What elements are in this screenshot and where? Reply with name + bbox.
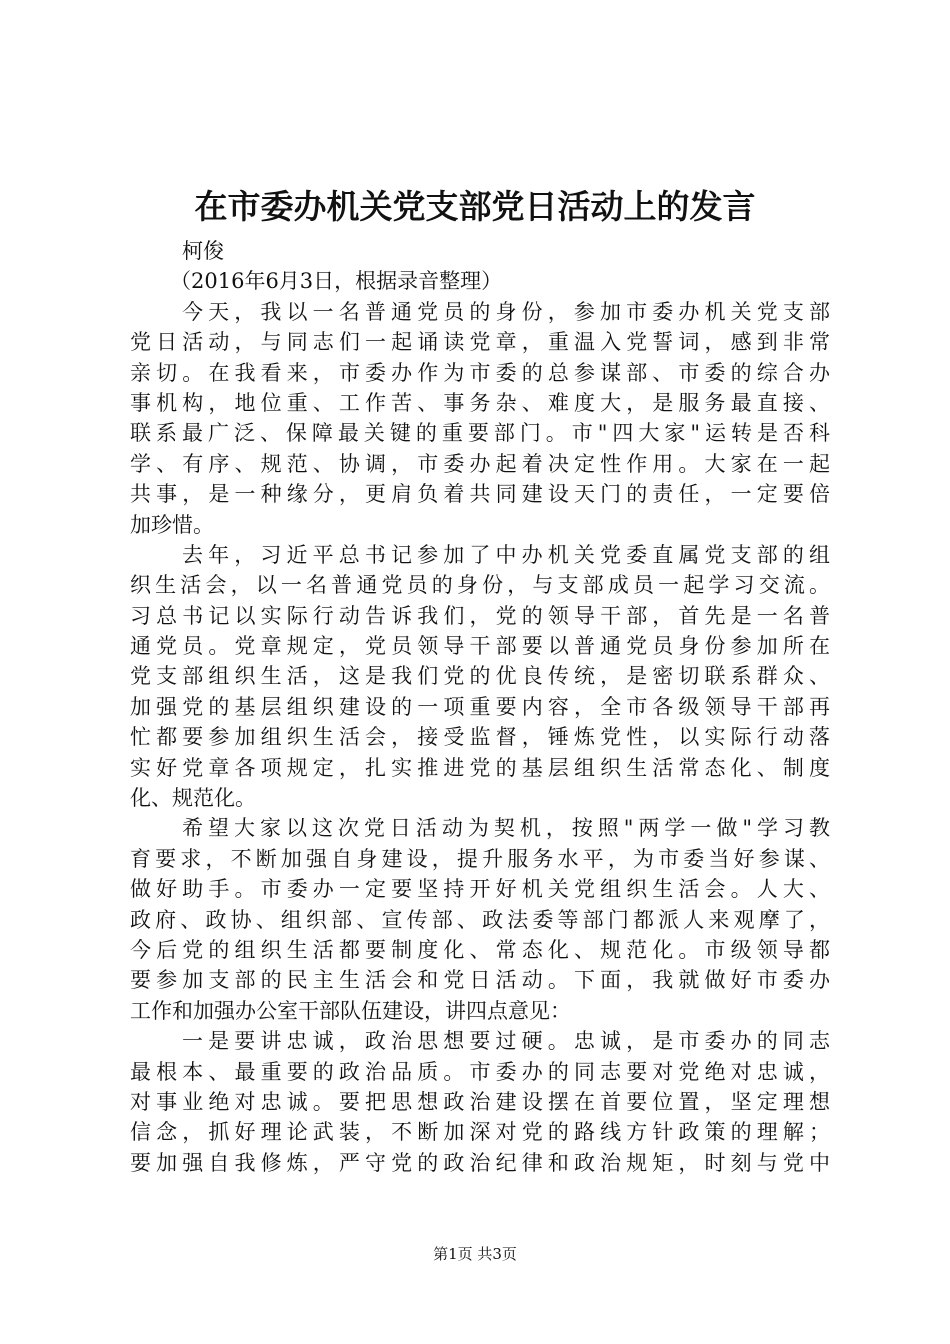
paragraph-line: 党日活动，与同志们一起诵读党章，重温入党誓词，感到非常 (130, 330, 830, 355)
paragraph-line: 要加强自我修炼，严守党的政治纪律和政治规矩，时刻与党中 (130, 1150, 830, 1175)
paragraph-line: 信念，抓好理论武装，不断加深对党的路线方针政策的理解； (130, 1120, 830, 1145)
date-note: （2016年6月3日，根据录音整理） (170, 269, 503, 294)
paragraph-line: 要参加支部的民主生活会和党日活动。下面，我就做好市委办 (130, 968, 830, 993)
paragraph-line: 学、有序、规范、协调，市委办起着决定性作用。大家在一起 (130, 451, 830, 476)
paragraph-line: 党支部组织生活，这是我们党的优良传统，是密切联系群众、 (130, 664, 830, 689)
paragraph-line: 联系最广泛、保障最关键的重要部门。市"四大家"运转是否科 (130, 421, 830, 446)
paragraph (130, 813, 830, 1026)
author-name: 柯俊 (182, 239, 224, 263)
paragraph-line: 工作和加强办公室干部队伍建设，讲四点意见： (130, 998, 571, 1023)
paragraph-line: 事机构，地位重、工作苦、事务杂、难度大，是服务最直接、 (130, 390, 830, 415)
paragraph-line: 政府、政协、组织部、宣传部、政法委等部门都派人来观摩了， (130, 907, 830, 932)
paragraph-line: 加珍惜。 (130, 512, 214, 537)
document-body (130, 236, 830, 1178)
paragraph (130, 297, 830, 540)
paragraph-line: 织生活会，以一名普通党员的身份，与支部成员一起学习交流。 (130, 573, 830, 598)
paragraph-line: 亲切。在我看来，市委办作为市委的总参谋部、市委的综合办 (130, 360, 830, 385)
paragraph-line: 通党员。党章规定，党员领导干部要以普通党员身份参加所在 (130, 634, 830, 659)
paragraph-line: 今天，我以一名普通党员的身份，参加市委办机关党支部 (182, 299, 830, 324)
paragraph-line: 习总书记以实际行动告诉我们，党的领导干部，首先是一名普 (130, 603, 830, 628)
paragraph-line: 忙都要参加组织生活会，接受监督，锤炼党性，以实际行动落 (130, 725, 830, 750)
paragraph (130, 540, 830, 814)
document-title: 在市委办机关党支部党日活动上的发言 (194, 187, 756, 226)
paragraph-line: 今后党的组织生活都要制度化、常态化、规范化。市级领导都 (130, 937, 830, 962)
paragraph-line: 最根本、最重要的政治品质。市委办的同志要对党绝对忠诚， (130, 1059, 830, 1084)
paragraph-line: 希望大家以这次党日活动为契机，按照"两学一做"学习教 (182, 816, 830, 841)
paragraph-line: 化、规范化。 (130, 786, 256, 811)
paragraph-line: 做好助手。市委办一定要坚持开好机关党组织生活会。人大、 (130, 877, 830, 902)
paragraph-line: 育要求，不断加强自身建设，提升服务水平，为市委当好参谋、 (130, 846, 830, 871)
paragraph-line: 对事业绝对忠诚。要把思想政治建设摆在首要位置，坚定理想 (130, 1089, 830, 1114)
paragraph (130, 1026, 830, 1178)
paragraph-line: 加强党的基层组织建设的一项重要内容，全市各级领导干部再 (130, 694, 830, 719)
paragraph-line: 去年，习近平总书记参加了中办机关党委直属党支部的组 (182, 542, 830, 567)
page-footer: 第1页 共3页 (433, 1245, 517, 1263)
paragraph-line: 共事，是一种缘分，更肩负着共同建设天门的责任，一定要倍 (130, 482, 830, 507)
paragraph-line: 实好党章各项规定，扎实推进党的基层组织生活常态化、制度 (130, 755, 830, 780)
paragraph-line: 一是要讲忠诚，政治思想要过硬。忠诚，是市委办的同志 (182, 1029, 830, 1054)
